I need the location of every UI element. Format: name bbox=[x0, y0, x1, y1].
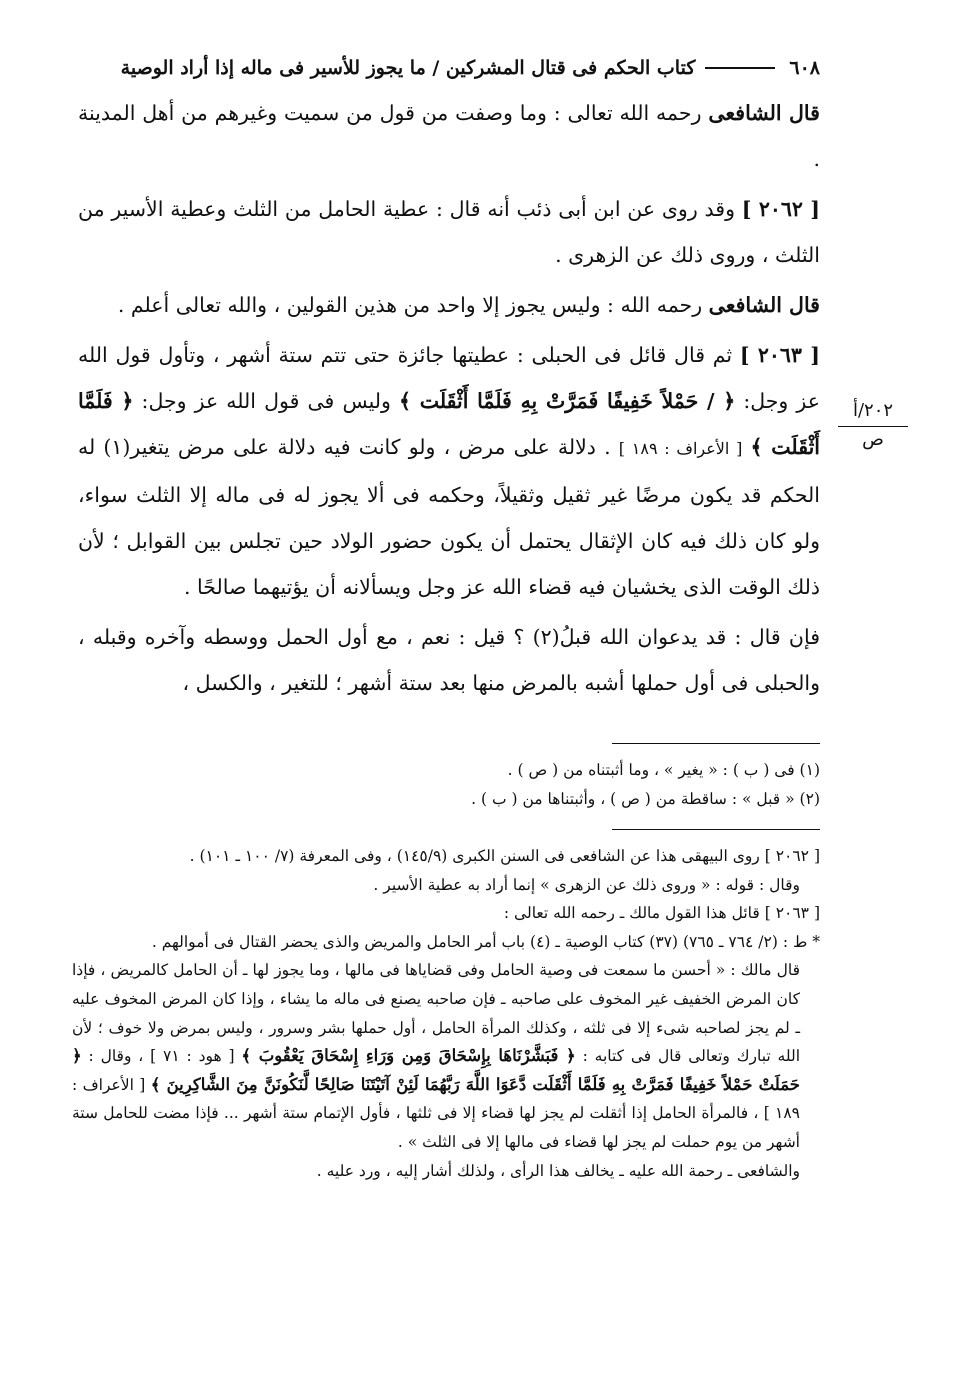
paragraph-number: [ ٢٠٦٢ ] bbox=[741, 197, 820, 221]
paragraph-text: وليس فى قول الله عز وجل: bbox=[141, 389, 391, 413]
quran-quote: ﴿ حَمَلَتْ حَمْلاً خَفِيفًا فَمَرَّتْ بِهِ فَلَمَّا أَثْقَلَت دَّعَوَا اللَّهَ رَبَّهُمَا لَئِنْ آتَيْتَنَا صَالِحًا لَّنَكُونَنَّ مِنَ الشَّاكِرِينَ ﴾ bbox=[72, 1046, 800, 1094]
note-line: وقال : قوله : « وروى ذلك عن الزهرى » إنما أراد به عطية الأسير . bbox=[373, 875, 800, 894]
running-header bbox=[78, 52, 820, 84]
paragraph-text: رحمه الله : وليس يجوز إلا واحد من هذين القولين ، والله تعالى أعلم . bbox=[117, 293, 703, 317]
note-2062: [ ٢٠٦٢ ] روى البيهقى هذا عن الشافعى فى السنن الكبرى (١٤٥/٩) ، وفى المعرفة (٧/ ١٠٠ ـ ١٠١) . bbox=[189, 847, 820, 865]
note-text: ، وقال : bbox=[88, 1047, 144, 1066]
main-text bbox=[78, 90, 820, 710]
header-rule bbox=[705, 67, 775, 69]
paragraph-text: رحمه الله تعالى : وما وصفت من قول من سميت وغيرهم من أهل المدينة . bbox=[78, 101, 820, 171]
quran-reference: [ الأعراف : ١٨٩ ] bbox=[618, 439, 743, 458]
paragraph-number: [ ٢٠٦٣ ] bbox=[739, 343, 820, 367]
paragraph-1 bbox=[78, 90, 820, 182]
paragraph-3 bbox=[78, 282, 820, 328]
quran-quote: ﴿ / حَمْلاً خَفِيفًا فَمَرَّتْ بِهِ فَلَمَّا أَثْقَلَت ﴾ bbox=[399, 389, 736, 413]
quran-reference: [ هود : ٧١ ] bbox=[150, 1047, 235, 1066]
margin-manuscript-note bbox=[838, 398, 908, 453]
textual-footnotes bbox=[330, 756, 820, 814]
editorial-notes bbox=[72, 842, 820, 1185]
paragraph-2063 bbox=[78, 332, 820, 610]
quran-quote: ﴿ فَلَمَّا أَثْقَلَت ﴾ bbox=[78, 389, 820, 459]
header-title: كتاب الحكم فى قتال المشركين / ما يجوز للأسير فى ماله إذا أراد الوصية bbox=[120, 57, 696, 79]
note-text: قال مالك : « أحسن ما سمعت فى وصية الحامل وفى قضاياها فى مالها ، وما يجوز لها ـ أن الحامل كالمريض ، فإذا كان المرض الخفيف غير المخوف على صاحبه ـ فإن صاحبه يصنع فى ماله ما يشاء ، وإذا كان المرض المخوف عليه ـ لم يجز لصاحبه شىء إلا فى ثلثه ، وكذلك المرأة الحامل ، أول حملها بشر وسرور ، وليس بمرض ولا خوف ؛ لأن الله تبارك وتعالى قال فى كتابه : bbox=[72, 961, 801, 1066]
note-malik-quote bbox=[72, 956, 820, 1156]
footnote-separator bbox=[612, 743, 820, 744]
footnote-2: (٢) « قبل » : ساقطة من ( ص ) ، وأثبتناها من ( ب ) . bbox=[471, 790, 820, 808]
margin-siglum: ص bbox=[862, 429, 884, 450]
page-number: ٦٠٨ bbox=[789, 57, 820, 79]
paragraph-2062 bbox=[78, 186, 820, 278]
paragraph-text: فإن قال : قد يدعوان الله قبلُ(٢) ؟ قيل : نعم ، مع أول الحمل ووسطه وآخره وقبله ، والحبلى فى أول حملها أشبه بالمرض منها بعد ستة أشهر ؛ للتغير ، والكسل ، bbox=[78, 625, 820, 695]
note-2063: [ ٢٠٦٣ ] قائل هذا القول مالك ـ رحمه الله تعالى : bbox=[503, 904, 820, 923]
notes-separator bbox=[612, 829, 820, 830]
speaker-shafii: قال الشافعى bbox=[708, 101, 820, 125]
speaker-shafii: قال الشافعى bbox=[708, 293, 820, 317]
paragraph-text: وقد روى عن ابن أبى ذئب أنه قال : عطية الحامل من الثلث وعطية الأسير من الثلث ، وروى ذلك عن الزهرى . bbox=[78, 197, 820, 267]
paragraph-text: . دلالة على مرض ، ولو كانت فيه دلالة على مرض يتغير(١) له الحكم قد يكون مرضًا غير ثقيل وثقيلاً، وحكمه فى ألا يجوز له فى ماله إلا الثلث سواء، ولو كان ذلك فيه كان الإثقال يحتمل أن يكون حضور الولاد حين تجلس بين القوابل ؛ لأن ذلك الوقت الذى يخشيان فيه قضاء الله عز وجل ويسألانه أن يؤتيهما صالحًا . bbox=[78, 435, 820, 599]
paragraph-text: ثم قال قائل فى الحبلى : عطيتها جائزة حتى تتم ستة أشهر ، وتأول قول الله عز وجل: bbox=[78, 343, 820, 413]
quran-quote: ﴿ فَبَشَّرْنَاهَا بِإِسْحَاقَ وَمِن وَرَاءِ إِسْحَاقَ يَعْقُوبَ ﴾ bbox=[241, 1046, 576, 1066]
footnote-1: (١) فى ( ب ) : « يغير » ، وما أثبتناه من ( ص ) . bbox=[507, 761, 820, 779]
note-source: * ط : (٢/ ٧٦٤ ـ ٧٦٥) (٣٧) كتاب الوصية ـ (٤) باب أمر الحامل والمريض والذى يحضر القتال فى أموالهم . bbox=[151, 932, 820, 951]
note-text: ، فالمرأة الحامل إذا أثقلت لم يجز لها قضاء إلا فى ثلثها ، فأول الإتمام ستة أشهر ... فإذا مضت للحامل ستة أشهر من يوم حملت لم يجز لها قضاء فى مالها إلا فى الثلث » . bbox=[72, 1104, 800, 1151]
margin-folio: ٢٠٢/أ bbox=[838, 398, 908, 427]
paragraph-5 bbox=[78, 614, 820, 706]
quran-reference: [ الأعراف : ١٨٩ ] bbox=[72, 1075, 800, 1123]
note-closing: والشافعى ـ رحمة الله عليه ـ يخالف هذا الرأى ، ولذلك أشار إليه ، ورد عليه . bbox=[316, 1161, 800, 1180]
